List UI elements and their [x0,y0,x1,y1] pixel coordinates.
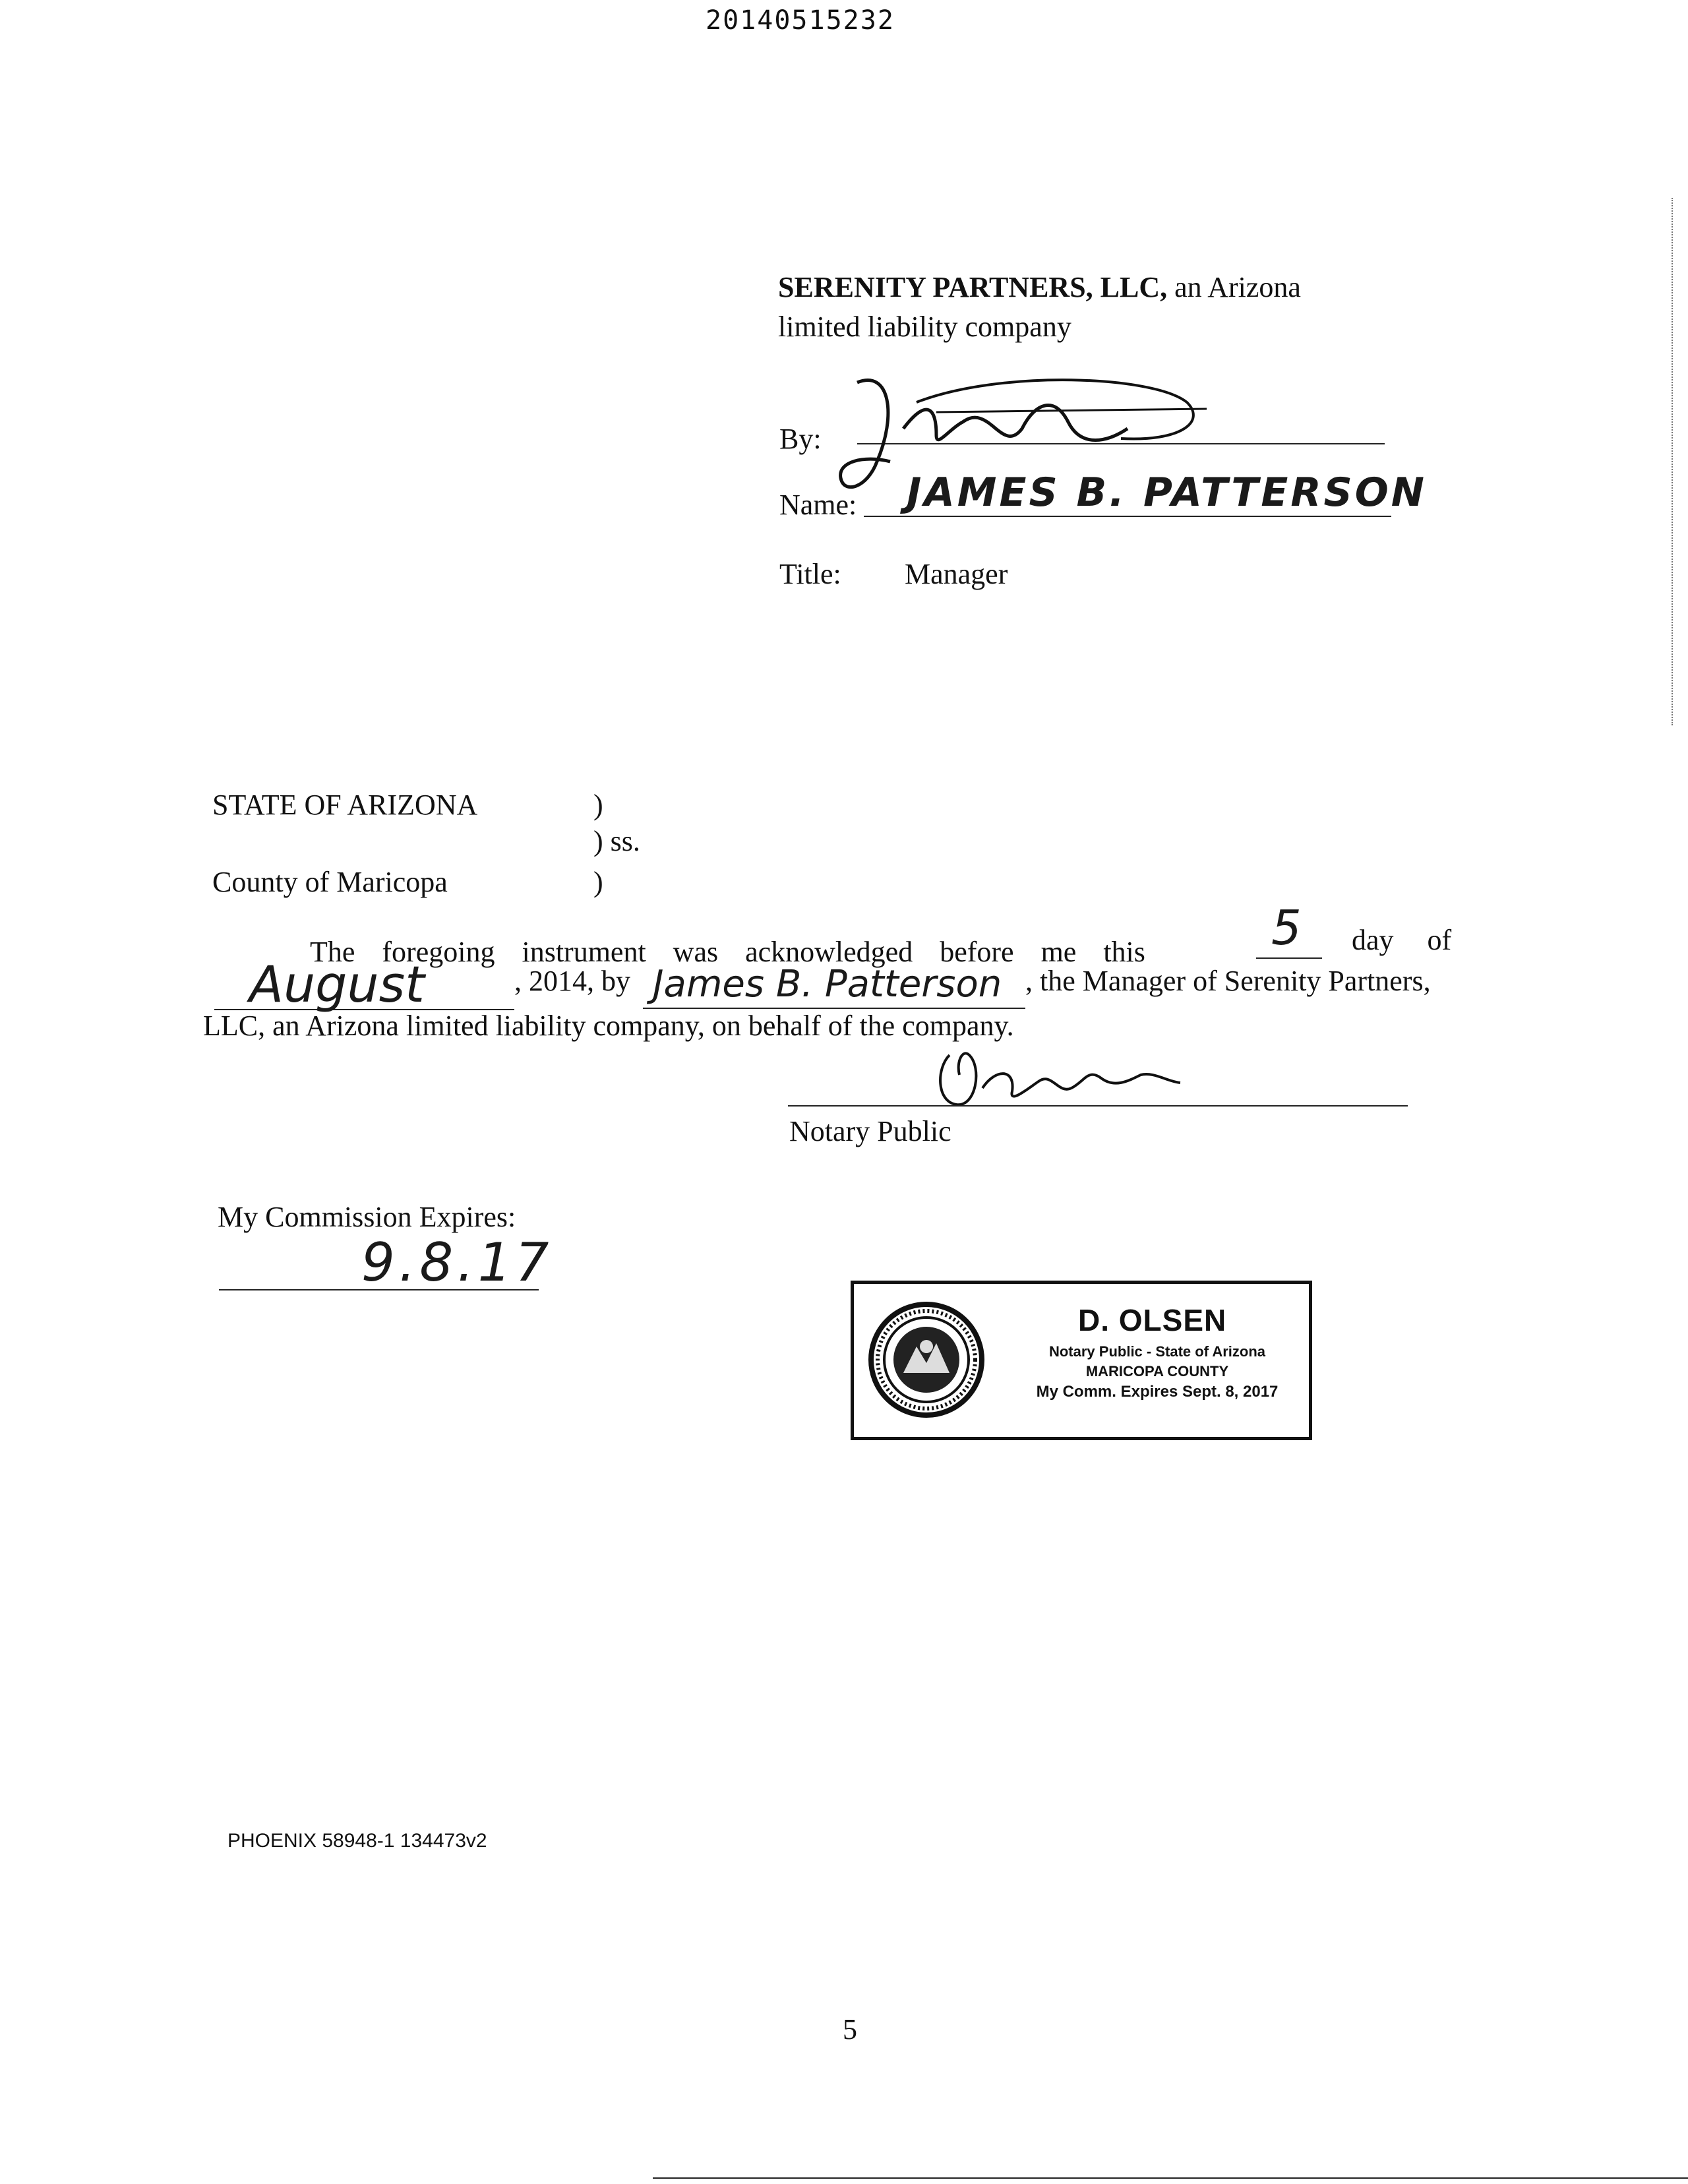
notary-signature [930,1042,1207,1121]
commission-value-handwritten: 9.8.17 [361,1232,553,1293]
notary-seal-stamp [851,1281,1312,1440]
name-line [864,516,1391,517]
ack-year-text: , 2014, by [514,965,630,997]
venue-ss: ) ss. [593,825,640,857]
seal-line-2: MARICOPA COUNTY [1085,1363,1229,1380]
company-name-line [778,270,1301,304]
company-desc-1: an Arizona [1174,271,1301,303]
state-seal-emblem [867,1300,986,1419]
footer-doc-ref: PHOENIX 58948-1 134473v2 [227,1830,487,1852]
signature-stroke-4 [936,409,1207,412]
page-number: 5 [843,2013,857,2046]
seal-notary-name: D. OLSEN [1078,1303,1227,1337]
signer-name-handwritten: JAMES B. PATTERSON [907,470,1427,516]
day-value-handwritten: 5 [1271,900,1302,956]
ack-line-2-suffix: , the Manager of Serenity Partners, [1025,965,1431,997]
seal-line-3: My Comm. Expires Sept. 8, 2017 [1036,1383,1279,1401]
signature-stroke-1 [841,380,890,487]
company-desc-2: limited liability company [778,311,1071,343]
commission-line [219,1289,539,1290]
notary-sig-stroke-2 [982,1074,1180,1096]
venue-state: STATE OF ARIZONA [212,789,478,821]
title-label: Title: [779,558,841,590]
day-line [1256,957,1322,959]
notary-sig-stroke-1 [940,1053,976,1105]
by-label: By: [779,423,822,455]
seal-line-1: Notary Public - State of Arizona [1048,1343,1265,1360]
document-number: 20140515232 [706,5,895,36]
commission-label: My Commission Expires: [218,1201,516,1233]
ack-line-1-prefix: The foregoing instrument was acknowledged before me this [310,936,1145,968]
title-value: Manager [905,558,1008,590]
person-value-handwritten: James B. Patterson [653,963,1002,1006]
venue-paren-3: ) [593,866,603,898]
name-label: Name: [779,489,857,521]
ack-line-3: LLC, an Arizona limited liability company, on behalf of the company. [203,1010,1014,1042]
ack-line-1-suffix: day of [1352,924,1452,956]
venue-county: County of Maricopa [212,866,448,898]
venue-paren-1: ) [593,789,603,821]
bottom-scan-edge [653,2177,1688,2179]
month-value-handwritten: August [249,955,425,1014]
notary-signature-line [788,1105,1408,1107]
notary-public-label: Notary Public [789,1115,951,1147]
company-name: SERENITY PARTNERS, LLC, [778,271,1168,303]
right-scan-edge [1672,198,1675,725]
